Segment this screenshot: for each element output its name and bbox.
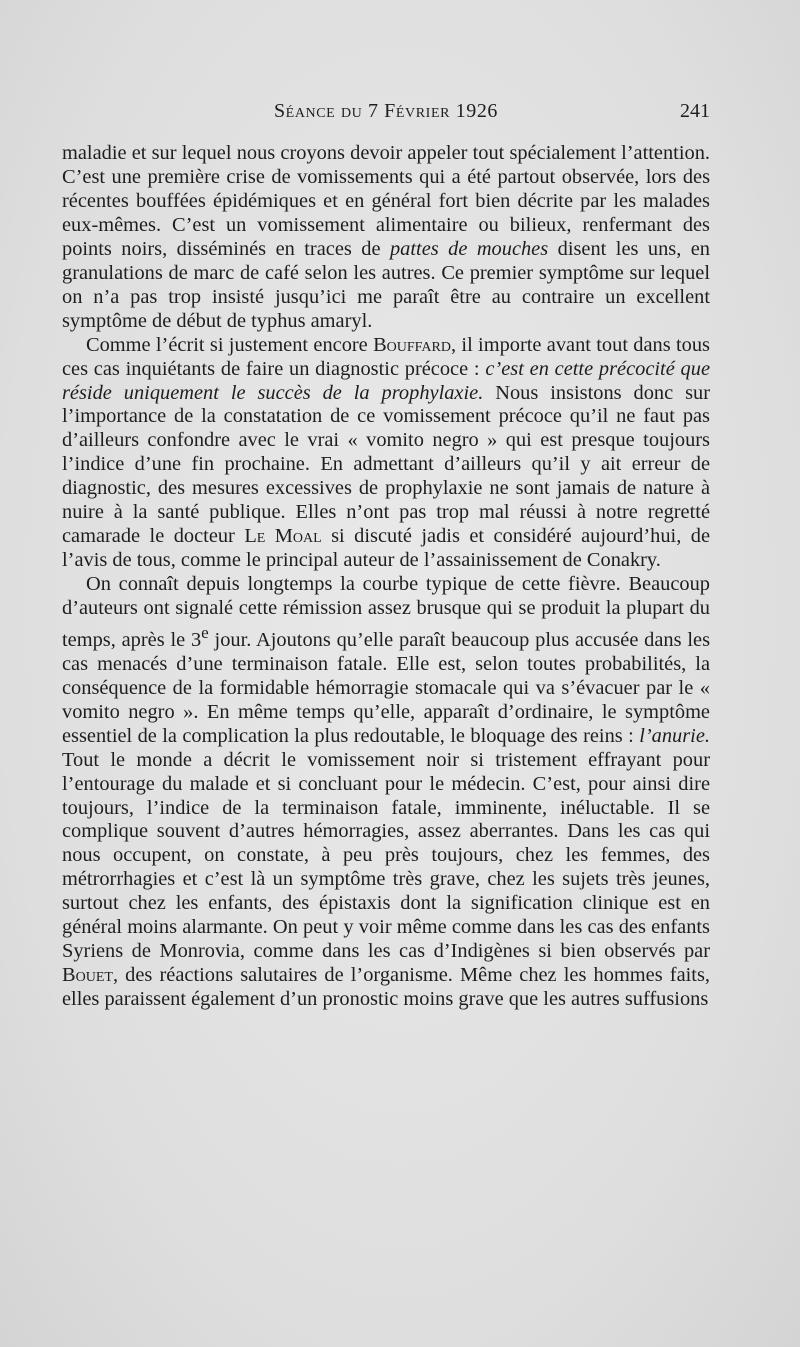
text-run: disent les uns, en granulations de marc de café selon les autres. Ce premier symptôme sur lequel on n’a pas trop insisté jusqu’ici me paraît être au contraire un excellent symptôme de début de typhus amaryl. [62,237,711,332]
text-run: On connaît depuis longtemps la courbe typique de cette fièvre. Beaucoup d’auteurs ont signalé cette rémission assez brusque qui se produit la plupart du temps, après le 3 [62,573,710,651]
running-title: Séance du 7 Février 1926 [273,100,499,122]
italic-run: l’anurie. [639,724,710,747]
text-run: jour. Ajoutons qu’elle paraît beaucoup plus accusée dans les cas menacés d’une terminaison fatale. Elle est, selon toutes probabilités, la conséquence de la formidable hémorragie stomacale qui va s’évacuer par le « vomito negro ». En même temps qu’elle, apparaît d’ordinaire, le symptôme essentiel de la complication la plus redoutable, le bloquage des reins : [62,628,711,747]
paragraph [62,142,710,334]
italic-run: pattes de mouches [389,237,549,260]
text-run: , il importe avant tout dans tous ces cas inquiétants de faire un diagnostic précoce : [62,333,710,380]
text-run: Comme l’écrit si justement encore [86,333,374,356]
paragraph [62,573,710,1012]
page-number: 241 [680,100,710,122]
superscript: e [201,623,209,643]
text-run: Tout le monde a décrit le vomissement noir si tristement effrayant pour l’entourage du malade et si concluant pour le médecin. C’est, pour ainsi dire toujours, l’indice de la terminaison fatale, imminente, inéluctable. Il se complique souvent d’autres hémorragies, assez aberrantes. Dans les cas qui nous occupent, on constate, à peu près toujours, chez les femmes, des métrorrhagies et c’est là un symptôme très grave, chez les sujets très jeunes, surtout chez les enfants, des épistaxis dont la signification clinique est en général moins alarmante. On peut y voir même comme dans les cas des enfants Syriens de Monrovia, comme dans les cas d’Indigènes si bien observés par [62,748,710,963]
paragraph [62,334,710,574]
running-head [62,100,710,130]
author-name: Le Moal [244,525,322,548]
text-run: si discuté jadis et considéré aujourd’hui, de l’avis de tous, comme le principal auteur de l’assainissement de Conakry. [62,525,710,572]
italic-run: c’est en cette précocité que réside uniquement le succès de la prophylaxie. [62,357,710,404]
author-name: Bouffard [373,333,451,356]
body-text [62,142,710,1012]
author-name: Bouet [62,964,113,987]
text-run: , des réactions salutaires de l’organisme. Même chez les hommes faits, elles paraissent également d’un pronostic moins grave que les autres suffusions [62,964,710,1011]
text-run: Nous insistons donc sur l’importance de la constatation de ce vomissement précoce qu’il ne faut pas d’ailleurs confondre avec le vrai « vomito negro » qui est presque toujours l’indice d’une fin prochaine. En admettant d’ailleurs qu’il y ait erreur de diagnostic, des mesures excessives de prophylaxie ne sont jamais de nature à nuire à la santé publique. Elles n’ont pas trop mal réussi à notre regretté camarade le docteur [62,381,710,548]
text-run: maladie et sur lequel nous croyons devoir appeler tout spécialement l’attention. C’est une première crise de vomissements qui a été partout observée, lors des récentes bouffées épidémiques et en général fort bien décrite par les malades eux-mêmes. C’est un vomissement alimentaire ou bilieux, renfermant des points noirs, disséminés en traces de [62,142,710,260]
